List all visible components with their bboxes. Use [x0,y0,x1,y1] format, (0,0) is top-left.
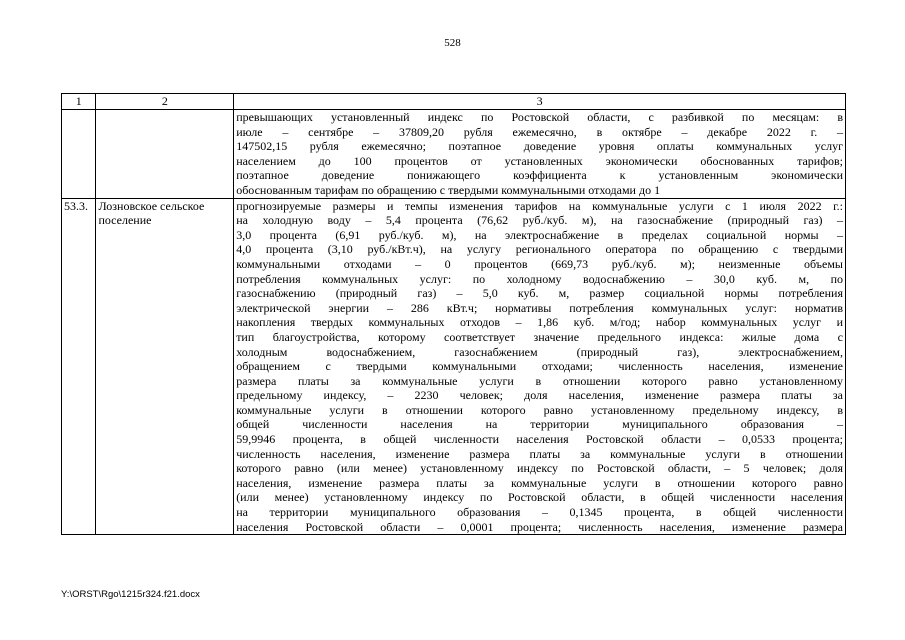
text-line: июле – сентябре – 37809,20 рубля ежемесячно, в октябре – декабре 2022 г. – [236,124,843,139]
text-line: поэтапное доведение понижающего коэффициента к установленным экономически [236,168,843,183]
table-row [62,110,846,199]
text-line: (или менее) установленному индексу по Ростовской области, в общей численности населения [236,490,843,505]
settlement-name-cell [96,198,234,535]
page-number: 528 [444,37,461,49]
column-header-3: 3 [234,94,846,110]
row-number-cell: 53.3. [62,198,96,535]
text-line: населения, изменение размера платы за коммунальные услуги в отношении которого равно [236,475,843,490]
text-line: на территории муниципального образования – 0,1345 процента, в общей численности [236,505,843,520]
text-line: численность населения, изменение размера платы за коммунальные услуги в отношении [236,446,843,461]
text-line: накопления твердых коммунальных отходов – 1,86 куб. м/год; набор коммунальных услуг и [236,315,843,330]
settlement-name-cell [96,110,234,199]
text-line: газоснабжению (природный газ) – 5,0 куб. м, размер социальной нормы потребления [236,286,843,301]
text-line: обоснованным тарифам по обращению с твердыми коммунальными отходами до 1 [236,182,661,197]
text-line: населением до 100 процентов от установленных экономически обоснованных тарифов; [236,153,843,168]
text-line: которого равно (или менее) установленному индексу по Ростовской области, – 5 человек; доля [236,461,843,476]
text-line: коммунальные услуги в отношении которого равно установленному предельному индексу, в [236,402,843,417]
table-row [62,198,846,535]
text-line: 147502,15 рубля ежемесячно; поэтапное доведение уровня оплаты коммунальных услуг [236,139,843,154]
text-line: обращением с твердыми коммунальными отходами; численность населения, изменение [236,359,843,374]
text-line: общей численности населения на территории муниципального образования – [236,417,843,432]
text-line: предельному индексу, – 2230 человек; доля населения, изменение размера платы за [236,388,843,403]
text-line: размера платы за коммунальные услуги в отношении которого равно установленному [236,373,843,388]
text-line: тип благоустройства, которому соответствует значение предельного индекса: жилые дома с [236,329,843,344]
settlement-name-line: поселение [98,213,152,228]
table-header-row [62,94,846,110]
text-line: населения Ростовской области – 0,0001 процента; численность населения, изменение размера [236,519,843,534]
description-cell [234,110,846,199]
text-line: 3,0 процента (6,91 руб./куб. м), на электроснабжение в пределах социальной нормы – [236,227,843,242]
text-line: 4,0 процента (3,10 руб./кВт.ч), на услугу регионального оператора по обращению с твердыми [236,242,843,257]
settlement-name-line: Лозновское сельское [98,198,205,213]
text-line: коммунальными отходами – 0 процентов (669,73 руб./куб. м); неизменные объемы [236,256,843,271]
text-line: холодным водоснабжением, газоснабжением (природный газ), электроснабжением, [236,344,843,359]
row-number-cell [62,110,96,199]
column-header-1: 1 [62,94,96,110]
description-cell [234,198,846,535]
text-line: электрической энергии – 286 кВт.ч; нормативы потребления коммунальных услуг: норматив [236,300,843,315]
text-line: потребления коммунальных услуг: по холодному водоснабжению – 30,0 куб. м, по [236,271,843,286]
text-line: прогнозируемые размеры и темпы изменения тарифов на коммунальные услуги с 1 июля 2022 г.: [236,198,843,213]
text-line: превышающих установленный индекс по Ростовской области, с разбивкой по месяцам: в [236,110,843,124]
column-header-2: 2 [96,94,234,110]
text-line: 59,9946 процента, в общей численности населения Ростовской области – 0,0533 процента; [236,432,843,447]
file-path-footer: Y:\ORST\Rgo\1215r324.f21.docx [61,589,200,600]
document-table [61,93,846,535]
text-line: на холодную воду – 5,4 процента (76,62 руб./куб. м), на газоснабжение (природный газ) – [236,213,843,228]
